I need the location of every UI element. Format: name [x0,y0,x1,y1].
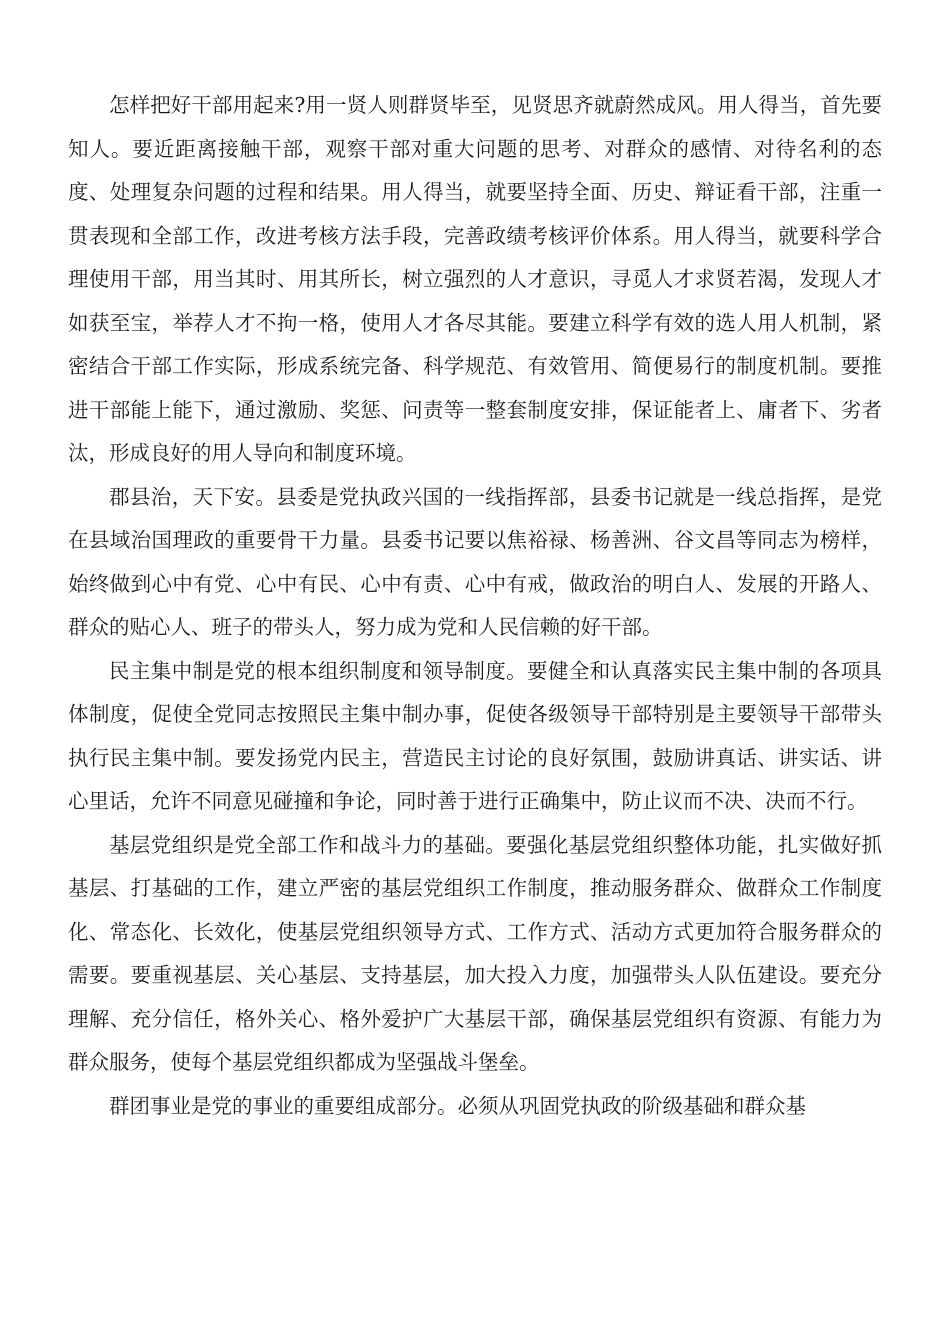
paragraph-county-committee: 郡县治，天下安。县委是党执政兴国的一线指挥部，县委书记就是一线总指挥，是党在县域治国理政的重要骨干力量。县委书记要以焦裕禄、杨善洲、谷文昌等同志为榜样，始终做到心中有党、心中有民、心中有责、心中有戒，做政治的明白人、发展的开路人、群众的贴心人、班子的带头人，努力成为党和人民信赖的好干部。 [68,484,882,639]
paragraph-democratic-centralism: 民主集中制是党的根本组织制度和领导制度。要健全和认真落实民主集中制的各项具体制度，促使全党同志按照民主集中制办事，促使各级领导干部特别是主要领导干部带头执行民主集中制。要发扬党内民主，营造民主讨论的良好氛围，鼓励讲真话、讲实话、讲心里话，允许不同意见碰撞和争论，同时善于进行正确集中，防止议而不决、决而不行。 [68,658,882,813]
paragraph-mass-organizations: 群团事业是党的事业的重要组成部分。必须从巩固党执政的阶级基础和群众基 [109,1093,806,1118]
paragraph-cadre-use: 怎样把好干部用起来?用一贤人则群贤毕至，见贤思齐就蔚然成风。用人得当，首先要知人。要近距离接触干部，观察干部对重大问题的思考、对群众的感情、对待名利的态度、处理复杂问题的过程和结果。用人得当，就要坚持全面、历史、辩证看干部，注重一贯表现和全部工作，改进考核方法手段，完善政绩考核评价体系。用人得当，就要科学合理使用干部，用当其时、用其所长，树立强烈的人才意识，寻觅人才求贤若渴，发现人才如获至宝，举荐人才不拘一格，使用人才各尽其能。要建立科学有效的选人用人机制，紧密结合干部工作实际，形成系统完备、科学规范、有效管用、简便易行的制度机制。要推进干部能上能下，通过激励、奖惩、问责等一整套制度安排，保证能者上、庸者下、劣者汰，形成良好的用人导向和制度环境。 [68,93,882,465]
document-page [68,84,882,1128]
paragraph-grassroots-organization: 基层党组织是党全部工作和战斗力的基础。要强化基层党组织整体功能，扎实做好抓基层、打基础的工作，建立严密的基层党组织工作制度，推动服务群众、做群众工作制度化、常态化、长效化，使基层党组织领导方式、工作方式、活动方式更加符合服务群众的需要。要重视基层、关心基层、支持基层，加大投入力度，加强带头人队伍建设。要充分理解、充分信任，格外关心、格外爱护广大基层干部，确保基层党组织有资源、有能力为群众服务，使每个基层党组织都成为坚强战斗堡垒。 [68,832,882,1074]
